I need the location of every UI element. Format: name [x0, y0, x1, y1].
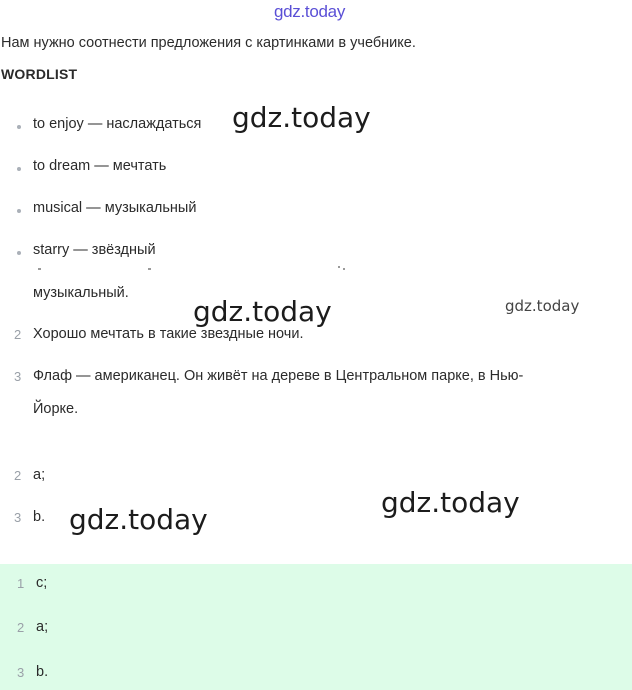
- bullet-icon: [17, 125, 21, 129]
- watermark: gdz.today: [381, 486, 520, 519]
- wordlist-heading: WORDLIST: [1, 66, 78, 82]
- item-number: 2: [17, 620, 25, 635]
- watermark: gdz.today: [232, 101, 371, 134]
- answer-panel: [0, 564, 632, 690]
- match-text: b.: [33, 509, 46, 525]
- sentence-text: Флаф — американец. Он живёт на дереве в Центральном парке, в Нью-: [33, 368, 524, 384]
- item-number: 1: [17, 576, 25, 591]
- wordlist-item-text: to dream — мечтать: [33, 158, 167, 174]
- match-text: a;: [33, 467, 46, 483]
- item-number: 2: [14, 468, 22, 483]
- answer-text: b.: [36, 664, 49, 680]
- item-number: 2: [14, 327, 22, 342]
- sentence-fragment: музыкальный.: [33, 285, 129, 301]
- sentence-text-continued: Йорке.: [33, 401, 79, 417]
- watermark: gdz.today: [505, 297, 580, 315]
- wordlist-item-text: to enjoy — наслаждаться: [33, 116, 202, 132]
- intro-text: Нам нужно соотнести предложения с картинками в учебнике.: [1, 35, 416, 51]
- item-number: 3: [17, 665, 25, 680]
- item-number: 3: [14, 369, 22, 384]
- watermark-top: gdz.today: [274, 2, 346, 21]
- bullet-icon: [17, 167, 21, 171]
- watermark: gdz.today: [193, 295, 332, 328]
- answer-text: a;: [36, 619, 49, 635]
- wordlist-item-text: starry — звёздный: [33, 242, 156, 258]
- sentence-text: Хорошо мечтать в такие звездные ночи.: [33, 326, 304, 342]
- wordlist-item-text: musical — музыкальный: [33, 200, 197, 216]
- watermark: gdz.today: [69, 503, 208, 536]
- item-number: 3: [14, 510, 22, 525]
- bullet-icon: [17, 209, 21, 213]
- answer-text: c;: [36, 575, 48, 591]
- bullet-icon: [17, 251, 21, 255]
